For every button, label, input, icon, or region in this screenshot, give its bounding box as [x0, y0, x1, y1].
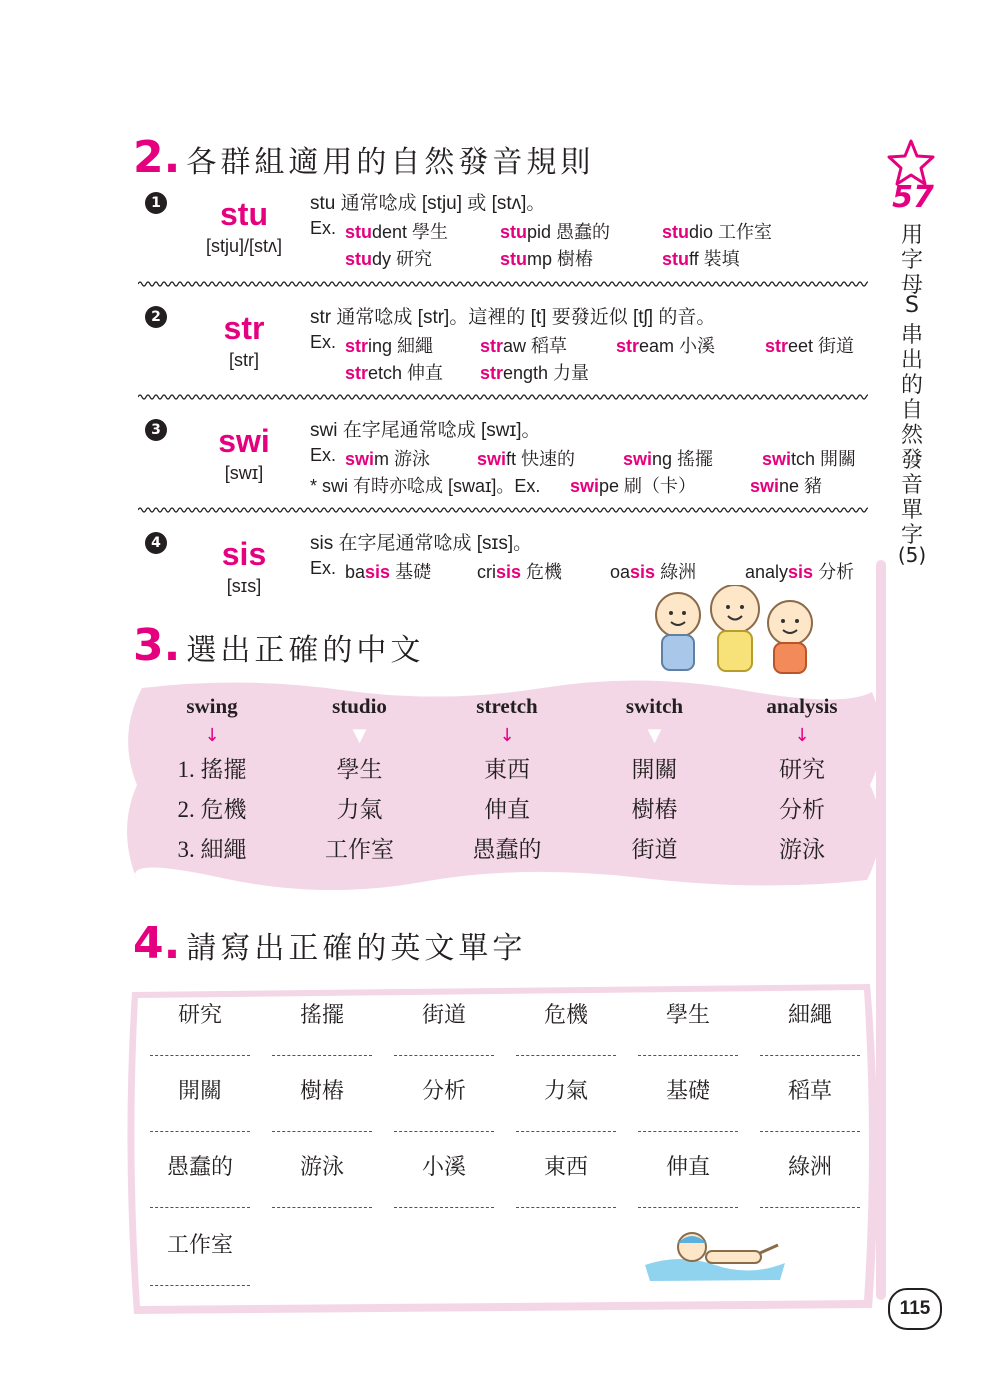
- answer-blank[interactable]: [638, 1131, 738, 1132]
- quiz-word: analysis: [766, 694, 838, 718]
- example-word-rest: 基礎: [390, 562, 432, 582]
- example-label: Ex.: [310, 218, 337, 238]
- lesson-title-char: 串: [900, 323, 923, 348]
- wavy-divider: [138, 506, 868, 514]
- answer-blank[interactable]: [150, 1285, 250, 1286]
- example-word-rest: dy 研究: [372, 249, 433, 269]
- example-word-highlight: str: [480, 336, 504, 356]
- answer-blank[interactable]: [516, 1131, 616, 1132]
- example-word-rest: dent 學生: [372, 222, 449, 242]
- example-word-highlight: stu: [345, 222, 372, 242]
- quiz-option[interactable]: 伸直: [484, 797, 530, 822]
- example-word-highlight: stu: [662, 249, 689, 269]
- example-word-rest: etch 伸直: [368, 363, 444, 383]
- answer-blank[interactable]: [394, 1131, 494, 1132]
- quiz-word: stretch: [476, 694, 538, 718]
- example-word: [570, 472, 696, 498]
- example-word: [345, 445, 430, 471]
- swimmer-illustration: [640, 1225, 790, 1285]
- example-label: Ex.: [310, 332, 337, 352]
- example-word-highlight: swi: [750, 476, 780, 496]
- quiz-option[interactable]: 1. 搖擺: [177, 757, 247, 782]
- example-word-rest: 綠洲: [655, 562, 697, 582]
- grid-word: 基礎: [665, 1079, 710, 1104]
- quiz-option[interactable]: 游泳: [779, 837, 825, 862]
- lesson-title-char: 單: [900, 498, 923, 523]
- example-word-prefix: analy: [745, 562, 789, 582]
- quiz-column: [585, 694, 725, 870]
- answer-blank[interactable]: [394, 1207, 494, 1208]
- answer-blank[interactable]: [394, 1055, 494, 1056]
- lesson-title-char: S: [905, 293, 919, 318]
- example-word-highlight: swi: [623, 449, 653, 469]
- example-word-rest: eet 街道: [788, 336, 855, 356]
- rule-ipa: [sɪs]: [226, 576, 262, 596]
- example-word-highlight: sis: [496, 562, 522, 582]
- rule-word: sis: [221, 536, 267, 572]
- lesson-title-char: 母: [900, 273, 923, 298]
- example-word-rest: pe 刷（卡）: [599, 476, 697, 496]
- example-word: [345, 245, 432, 271]
- grid-word: 小溪: [421, 1155, 466, 1180]
- answer-blank[interactable]: [516, 1207, 616, 1208]
- section-4-number: 4.: [133, 918, 181, 969]
- section-4-title: 請寫出正確的英文單字: [186, 931, 527, 966]
- rule-marker: 4: [145, 532, 167, 554]
- example-word: [662, 218, 772, 244]
- grid-word: 樹樁: [299, 1079, 344, 1104]
- quiz-word: studio: [332, 694, 387, 718]
- arrow-down-icon: ↓: [204, 725, 220, 746]
- example-word: [750, 472, 822, 498]
- section-2-number: 2.: [133, 132, 181, 183]
- grid-word: 游泳: [299, 1155, 344, 1180]
- quiz-option[interactable]: 愚蠢的: [472, 837, 542, 862]
- quiz-option[interactable]: 分析: [779, 797, 825, 822]
- example-word: [345, 359, 443, 385]
- example-word-highlight: str: [345, 363, 369, 383]
- lesson-title-char: 發: [900, 448, 923, 473]
- kids-illustration: [640, 585, 830, 680]
- example-word: [745, 558, 854, 584]
- example-word: [345, 558, 431, 584]
- grid-word: 街道: [421, 1003, 466, 1028]
- example-word: [345, 218, 448, 244]
- example-word-rest: tch 開關: [791, 449, 857, 469]
- quiz-word: switch: [625, 694, 684, 718]
- example-word: [480, 332, 567, 358]
- example-word-highlight: swi: [762, 449, 792, 469]
- example-word: [762, 445, 856, 471]
- grid-word: 伸直: [665, 1155, 710, 1180]
- rule-marker: 1: [145, 192, 167, 214]
- answer-blank[interactable]: [150, 1207, 250, 1208]
- example-word: [500, 245, 593, 271]
- grid-word: 綠洲: [787, 1155, 832, 1180]
- wavy-divider: [138, 393, 868, 401]
- grid-word: 危機: [543, 1003, 588, 1028]
- rule-ipa: [swɪ]: [224, 463, 264, 483]
- example-word-rest: dio 工作室: [689, 222, 773, 242]
- rule-ipa: [str]: [229, 350, 259, 370]
- arrow-down-icon: ↓: [794, 725, 810, 746]
- lesson-title-char: 出: [900, 348, 923, 373]
- arrow-down-icon: ↓: [499, 725, 515, 746]
- grid-word: 力氣: [543, 1079, 588, 1104]
- answer-blank[interactable]: [516, 1055, 616, 1056]
- rule-word: swi: [218, 423, 270, 459]
- quiz-option[interactable]: 東西: [484, 757, 530, 782]
- example-word-highlight: sis: [365, 562, 391, 582]
- example-word-rest: aw 稻草: [503, 336, 568, 356]
- example-word: [662, 245, 740, 271]
- rule-description: sis 在字尾通常唸成 [sɪs]。: [310, 533, 533, 554]
- quiz-column: [437, 694, 577, 870]
- example-word-rest: ne 豬: [779, 476, 823, 496]
- example-word-rest: ength 力量: [503, 363, 590, 383]
- example-word-highlight: str: [616, 336, 640, 356]
- example-label: Ex.: [310, 445, 337, 465]
- quiz-option[interactable]: 學生: [336, 757, 383, 782]
- rule-description: str 通常唸成 [str]。這裡的 [t] 要發近似 [tʃ] 的音。: [310, 307, 716, 328]
- grid-word: 分析: [421, 1079, 466, 1104]
- grid-word: 搖擺: [299, 1003, 344, 1028]
- example-word-prefix: ba: [345, 562, 366, 582]
- rule-ipa: [stju]/[stʌ]: [205, 236, 283, 256]
- quiz-option[interactable]: 研究: [779, 757, 825, 782]
- lesson-title-char: 音: [900, 473, 923, 498]
- page-number: [888, 1288, 942, 1330]
- example-word: [477, 558, 562, 584]
- example-word-highlight: str: [345, 336, 369, 356]
- example-word: [477, 445, 575, 471]
- quiz-column: [732, 694, 872, 870]
- arrow-down-icon: ▼: [647, 725, 662, 746]
- section-4-heading: [133, 918, 526, 969]
- grid-word: 愚蠢的: [166, 1155, 233, 1180]
- example-word-prefix: cri: [477, 562, 496, 582]
- example-word-prefix: oa: [610, 562, 631, 582]
- answer-blank[interactable]: [638, 1207, 738, 1208]
- answer-blank[interactable]: [760, 1207, 860, 1208]
- answer-blank[interactable]: [150, 1055, 250, 1056]
- example-word-rest: mp 樹樁: [527, 249, 594, 269]
- example-word-highlight: stu: [662, 222, 689, 242]
- grid-word: 東西: [543, 1155, 588, 1180]
- example-word-rest: ft 快速的: [506, 449, 576, 469]
- quiz-option[interactable]: 街道: [631, 837, 678, 862]
- example-word-highlight: swi: [570, 476, 600, 496]
- right-edge-bar: [876, 560, 886, 1300]
- answer-blank[interactable]: [150, 1131, 250, 1132]
- example-word: [765, 332, 854, 358]
- rule-note: * swi 有時亦唸成 [swaɪ]。Ex.: [310, 476, 541, 496]
- lesson-title-char: (5): [897, 543, 927, 567]
- answer-blank[interactable]: [272, 1055, 372, 1056]
- example-word: [345, 332, 433, 358]
- example-word-rest: pid 愚蠢的: [527, 222, 611, 242]
- lesson-title-char: 自: [900, 398, 923, 423]
- example-word-highlight: sis: [630, 562, 656, 582]
- example-word-highlight: swi: [477, 449, 507, 469]
- section-3-number: 3.: [133, 620, 181, 671]
- lesson-title-char: 字: [900, 523, 923, 548]
- quiz-word: swing: [186, 694, 238, 718]
- lesson-title-vertical: [897, 218, 927, 583]
- quiz-columns: [142, 694, 872, 870]
- example-word-rest: ff 裝填: [689, 249, 740, 269]
- grid-word: 學生: [665, 1003, 710, 1028]
- section-3-title: 選出正確的中文: [186, 633, 425, 668]
- example-word-rest: eam 小溪: [639, 336, 716, 356]
- grid-word: 研究: [177, 1003, 222, 1028]
- example-word-highlight: sis: [788, 562, 814, 582]
- example-word: [623, 445, 713, 471]
- answer-blank[interactable]: [760, 1131, 860, 1132]
- section-3-heading: [133, 620, 424, 671]
- section-2-title: 各群組適用的自然發音規則: [186, 145, 595, 180]
- quiz-option[interactable]: 2. 危機: [177, 797, 247, 822]
- answer-blank[interactable]: [638, 1055, 738, 1056]
- quiz-option[interactable]: 開關: [631, 757, 678, 782]
- example-word: [610, 558, 696, 584]
- lesson-title-char: 字: [900, 248, 923, 273]
- section-2-heading: [133, 132, 594, 183]
- example-word-rest: 分析: [813, 562, 855, 582]
- example-word-rest: m 游泳: [374, 449, 431, 469]
- example-word: [500, 218, 610, 244]
- rule-word: stu: [220, 196, 268, 232]
- quiz-column: [290, 694, 430, 870]
- example-word: [480, 359, 589, 385]
- example-word-highlight: str: [765, 336, 789, 356]
- answer-blank[interactable]: [272, 1131, 372, 1132]
- example-word-rest: 危機: [521, 562, 563, 582]
- lesson-title-char: 用: [900, 223, 923, 248]
- quiz-option[interactable]: 力氣: [336, 797, 383, 822]
- lesson-number: 57: [892, 180, 934, 215]
- example-word-highlight: stu: [500, 249, 527, 269]
- quiz-option[interactable]: 樹樁: [631, 797, 678, 822]
- example-word-highlight: str: [480, 363, 504, 383]
- example-word-rest: ng 搖擺: [652, 449, 714, 469]
- rule-description: stu 通常唸成 [stju] 或 [stʌ]。: [310, 193, 546, 214]
- rule-description: swi 在字尾通常唸成 [swɪ]。: [310, 420, 541, 441]
- quiz-column: [142, 694, 282, 870]
- grid-word: 工作室: [166, 1233, 233, 1258]
- example-word-highlight: stu: [500, 222, 527, 242]
- example-word-highlight: swi: [345, 449, 375, 469]
- example-word: [616, 332, 715, 358]
- example-word-highlight: stu: [345, 249, 372, 269]
- example-label: Ex.: [310, 558, 337, 578]
- answer-blank[interactable]: [760, 1055, 860, 1056]
- grid-word: 細繩: [787, 1003, 832, 1028]
- rule-marker: 2: [145, 306, 167, 328]
- rule-marker: 3: [145, 419, 167, 441]
- quiz-panel: [122, 680, 884, 890]
- lesson-title-char: 然: [900, 423, 923, 448]
- grid-word: 稻草: [787, 1079, 832, 1104]
- answer-blank[interactable]: [272, 1207, 372, 1208]
- lesson-title-char: 的: [900, 373, 923, 398]
- page-number-text: 115: [899, 1298, 931, 1319]
- grid-word: 開關: [177, 1079, 222, 1104]
- wavy-divider: [138, 280, 868, 288]
- arrow-down-icon: ▼: [352, 725, 367, 746]
- example-word-rest: ing 細繩: [368, 336, 434, 356]
- quiz-option[interactable]: 3. 細繩: [177, 837, 247, 862]
- quiz-option[interactable]: 工作室: [325, 837, 394, 862]
- rule-word: str: [223, 310, 265, 346]
